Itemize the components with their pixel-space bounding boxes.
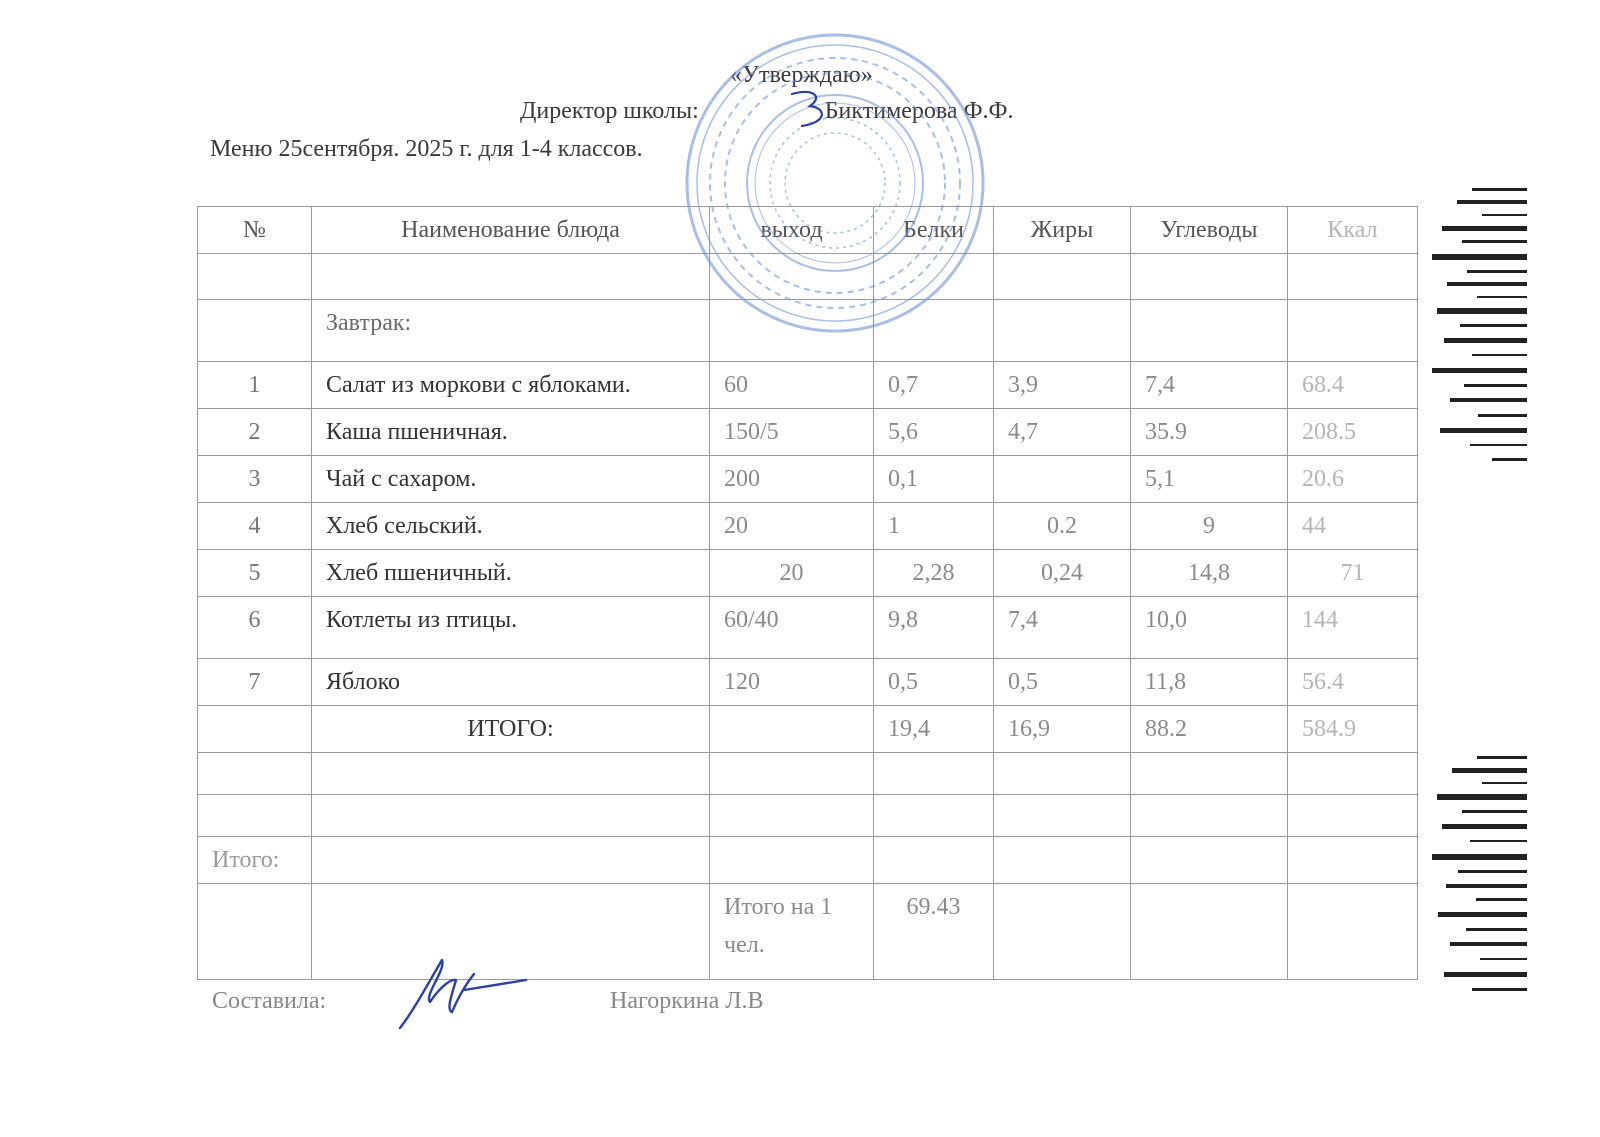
header-fat: Жиры	[994, 207, 1131, 254]
dish-kcal: 144	[1288, 597, 1418, 659]
section-breakfast: Завтрак:	[312, 300, 710, 362]
table-row	[198, 659, 1418, 706]
dish-fat: 4,7	[994, 409, 1131, 456]
total-protein: 19,4	[874, 706, 994, 753]
table-row	[198, 456, 1418, 503]
table-row	[198, 409, 1418, 456]
header-carbs: Углеводы	[1131, 207, 1288, 254]
dish-name: Яблоко	[312, 659, 710, 706]
dish-protein: 0,7	[874, 362, 994, 409]
total-fat: 16,9	[994, 706, 1131, 753]
menu-title: Меню 25сентября. 2025 г. для 1-4 классов.	[210, 136, 643, 162]
row-num: 2	[198, 409, 312, 456]
school-stamp-icon	[680, 28, 990, 338]
dish-output: 200	[710, 456, 874, 503]
dish-name: Каша пшеничная.	[312, 409, 710, 456]
dish-output: 150/5	[710, 409, 874, 456]
dish-carbs: 35.9	[1131, 409, 1288, 456]
dish-name: Хлеб сельский.	[312, 503, 710, 550]
director-name: Биктимерова Ф.Ф.	[824, 98, 1014, 124]
dish-carbs: 11,8	[1131, 659, 1288, 706]
dish-protein: 2,28	[874, 550, 994, 597]
composer-name: Нагоркина Л.В	[610, 988, 764, 1014]
composer-label: Составила:	[212, 988, 327, 1014]
per-person-row	[198, 884, 1418, 980]
table-row	[198, 362, 1418, 409]
dish-output: 20	[710, 503, 874, 550]
header-name: Наименование блюда	[312, 207, 710, 254]
dish-protein: 1	[874, 503, 994, 550]
dish-fat: 0,24	[994, 550, 1131, 597]
table-row	[198, 503, 1418, 550]
row-num: 6	[198, 597, 312, 659]
dish-protein: 5,6	[874, 409, 994, 456]
dish-output: 60/40	[710, 597, 874, 659]
approve-heading: «Утверждаю»	[730, 62, 873, 88]
table-row	[198, 550, 1418, 597]
per-person-value: 69.43	[874, 884, 994, 980]
empty-row	[198, 753, 1418, 795]
dish-output: 120	[710, 659, 874, 706]
dish-output: 60	[710, 362, 874, 409]
dish-name: Хлеб пшеничный.	[312, 550, 710, 597]
dish-carbs: 9	[1131, 503, 1288, 550]
dish-name: Салат из моркови с яблоками.	[312, 362, 710, 409]
director-signature-icon	[782, 86, 842, 134]
row-num: 5	[198, 550, 312, 597]
header-protein: Белки	[874, 207, 994, 254]
dish-fat: 0.2	[994, 503, 1131, 550]
dish-kcal: 56.4	[1288, 659, 1418, 706]
row-num: 4	[198, 503, 312, 550]
composer-signature-icon	[394, 950, 529, 1035]
dish-carbs: 7,4	[1131, 362, 1288, 409]
total-row	[198, 706, 1418, 753]
dish-kcal: 71	[1288, 550, 1418, 597]
dish-fat: 3,9	[994, 362, 1131, 409]
row-num: 3	[198, 456, 312, 503]
dish-kcal: 44	[1288, 503, 1418, 550]
dish-kcal: 68.4	[1288, 362, 1418, 409]
scan-noise-icon	[1432, 748, 1527, 1008]
dish-fat: 0,5	[994, 659, 1131, 706]
dish-output: 20	[710, 550, 874, 597]
total-kcal: 584.9	[1288, 706, 1418, 753]
row-num: 1	[198, 362, 312, 409]
total-label: ИТОГО:	[312, 706, 710, 753]
dish-carbs: 5,1	[1131, 456, 1288, 503]
table-row	[198, 597, 1418, 659]
dish-name: Котлеты из птицы.	[312, 597, 710, 659]
dish-protein: 9,8	[874, 597, 994, 659]
dish-carbs: 14,8	[1131, 550, 1288, 597]
empty-row	[198, 795, 1418, 837]
itogo-row	[198, 837, 1418, 884]
header-output: выход	[710, 207, 874, 254]
dish-fat: 7,4	[994, 597, 1131, 659]
dish-kcal: 20.6	[1288, 456, 1418, 503]
total-carbs: 88.2	[1131, 706, 1288, 753]
row-num: 7	[198, 659, 312, 706]
per-person-label: Итого на 1 чел.	[710, 884, 874, 980]
dish-kcal: 208.5	[1288, 409, 1418, 456]
scan-noise-icon	[1432, 178, 1527, 468]
dish-name: Чай с сахаром.	[312, 456, 710, 503]
dish-carbs: 10,0	[1131, 597, 1288, 659]
itogo-label: Итого:	[198, 837, 312, 884]
header-num: №	[198, 207, 312, 254]
dish-protein: 0,5	[874, 659, 994, 706]
director-label: Директор школы:	[520, 98, 699, 124]
dish-fat	[994, 456, 1131, 503]
dish-protein: 0,1	[874, 456, 994, 503]
header-kcal: Ккал	[1288, 207, 1418, 254]
